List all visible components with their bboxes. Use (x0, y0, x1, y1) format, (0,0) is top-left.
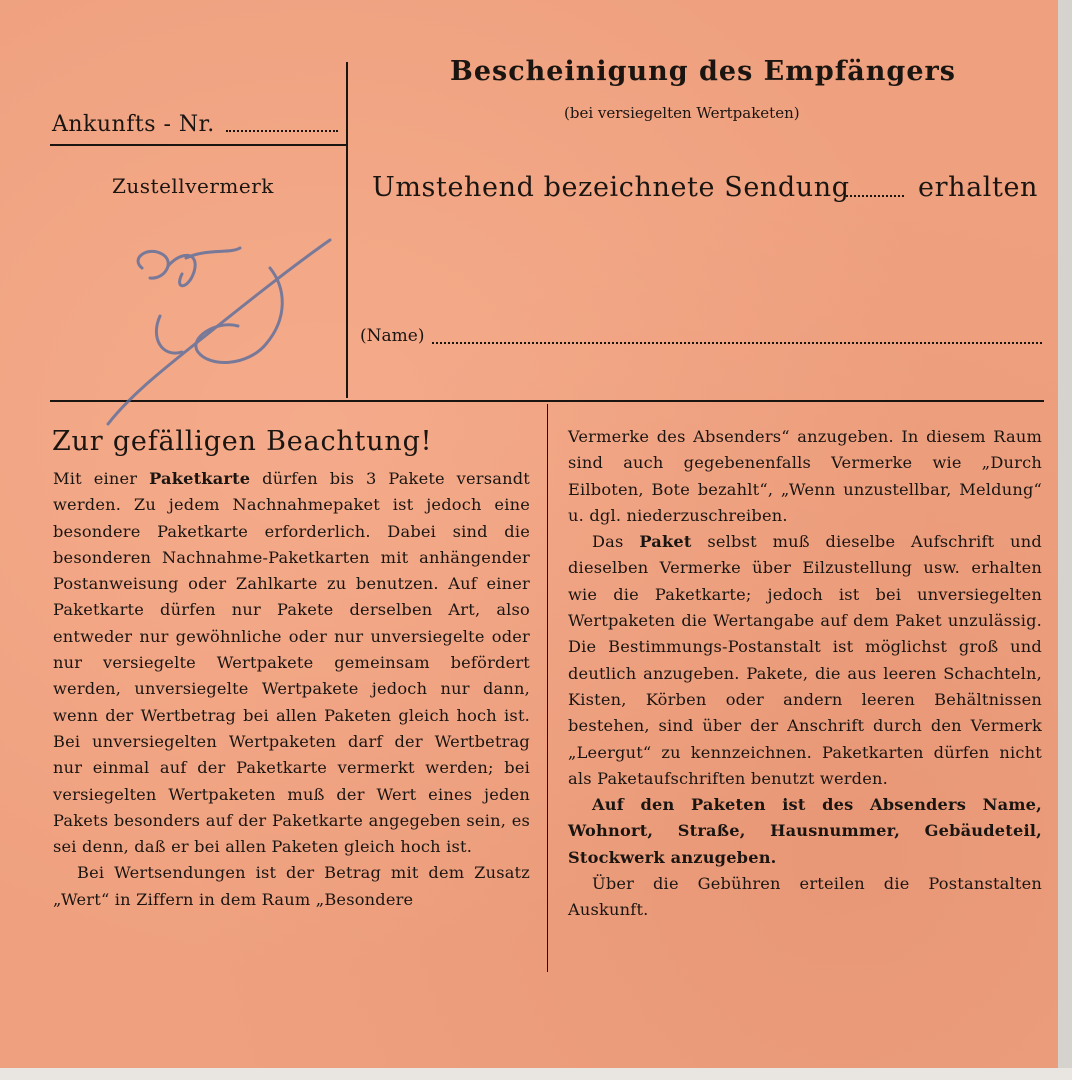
divider-left-header (50, 144, 346, 146)
scan-border (0, 1068, 1072, 1080)
handwritten-initials (90, 228, 350, 438)
recipient-certificate-title: Bescheinigung des Empfängers (450, 56, 956, 87)
text-run: Mit einer (53, 469, 150, 488)
bold-term: Paket (639, 532, 692, 552)
bold-term: Paketkarte (149, 469, 251, 488)
arrival-number-field[interactable] (226, 130, 338, 132)
receipt-statement-blank[interactable] (846, 195, 904, 197)
arrival-number-label: Ankunfts - Nr. (52, 112, 215, 137)
text-run: Das (592, 532, 640, 552)
text-run: selbst muß dieselbe Aufschrift und dieselben Vermerke über Eilzustellung usw. erhalten wie die Paketkarte; jedoch ist bei unversiegelten Wertpaketen die Wertangabe auf dem Paket unzulässig. Die Bestimmungs-Postanstalt ist möglichst groß und deutlich anzugeben. Pakete, die aus leeren Schachteln, Kisten, Körben oder andern leeren Behältnissen bestehen, sind über der Anschrift durch den Vermerk „Leergut“ zu kennzeichnen. Paketkarten dürfen nicht als Paketaufschriften benutzt werden. (568, 532, 1042, 788)
name-signature-field[interactable] (432, 342, 1042, 344)
notice-paragraph-bold: Auf den Paketen ist des Absenders Name, Wohnort, Straße, Hausnummer, Gebäudeteil, Stockwerk anzugeben. (568, 795, 1042, 867)
name-label: (Name) (360, 326, 425, 346)
notice-paragraph (53, 466, 530, 860)
notice-paragraph: Vermerke des Absenders“ anzugeben. In diesem Raum sind auch gegebenenfalls Vermerke wie „Durch Eilboten, Bote bezahlt“, „Wenn unzustellbar, Meldung“ u. dgl. niederzuschreiben. (568, 427, 1042, 525)
notice-paragraph (568, 529, 1042, 792)
delivery-note-label: Zustellvermerk (112, 174, 274, 198)
notice-paragraph: Bei Wertsendungen ist der Betrag mit dem Zusatz „Wert“ in Ziffern in dem Raum „Besondere (53, 863, 530, 909)
recipient-certificate-subtitle: (bei versiegelten Wertpaketen) (564, 104, 800, 122)
receipt-statement-end: erhalten (918, 172, 1039, 203)
receipt-statement-start: Umstehend bezeichnete Sendung (372, 172, 850, 203)
notice-left-column (53, 466, 530, 913)
notice-right-column (568, 424, 1042, 924)
notice-heading: Zur gefälligen Beachtung! (52, 426, 433, 457)
text-run: dürfen bis 3 Pakete versandt werden. Zu jedem Nachnahmepaket ist jedoch eine besondere Paketkarte erforderlich. Dabei sind die besonderen Nachnahme-Paketkarten mit anhängender Postanweisung oder Zahlkarte zu benutzen. Auf einer Paketkarte dürfen nur Pakete derselben Art, also entweder nur gewöhnliche oder nur unversiegelte oder nur versiegelte Wertpakete gemeinsam befördert werden, unversiegelte Wertpakete jedoch nur dann, wenn der Wertbetrag bei allen Paketen gleich hoch ist. Bei unversiegelten Wertpaketen darf der Wertbetrag nur einmal auf der Paketkarte vermerkt werden; bei versiegelten Wertpaketen muß der Wert eines jeden Pakets besonders auf der Paketkarte angegeben sein, es sei denn, daß er bei allen Paketen gleich hoch ist. (53, 469, 530, 857)
divider-vertical-bottom (547, 404, 548, 972)
notice-paragraph: Über die Gebühren erteilen die Postanstalten Auskunft. (568, 874, 1042, 920)
